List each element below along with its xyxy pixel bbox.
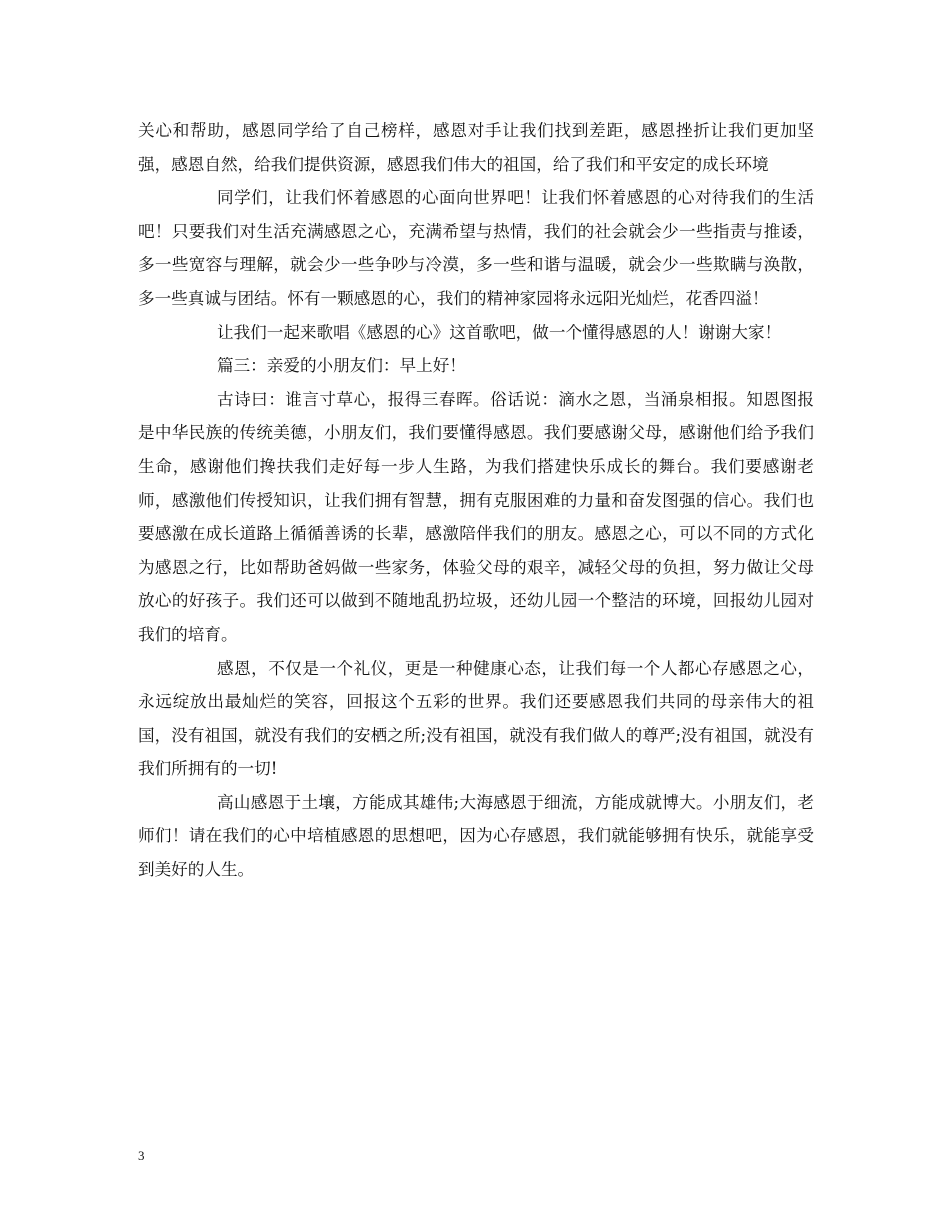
paragraph-1: 关心和帮助，感恩同学给了自己榜样，感恩对手让我们找到差距，感恩挫折让我们更加坚强，感恩自然，给我们提供资源，感恩我们伟大的祖国，给了我们和平安定的成长环境 — [138, 121, 814, 174]
paragraph-6: 高山感恩于土壤，方能成其雄伟;大海感恩于细流，方能成就博大。小朋友们，老师们！请在我们的心中培植感恩的思想吧，因为心存感恩，我们就能够拥有快乐，就能享受到美好的人生。 — [138, 792, 814, 880]
paragraph-5: 感恩，不仅是一个礼仪，更是一种健康心态，让我们每一个人都心存感恩之心，永远绽放出最灿烂的笑容，回报这个五彩的世界。我们还要感恩我们共同的母亲伟大的祖国，没有祖国，就没有我们的安栖之所;没有祖国，就没有我们做人的尊严;没有祖国，就没有我们所拥有的一切! — [138, 658, 814, 779]
section-heading: 篇三：亲爱的小朋友们：早上好！ — [217, 356, 466, 376]
document-body — [138, 114, 814, 887]
paragraph-4: 古诗曰：谁言寸草心，报得三春晖。俗话说：滴水之恩，当涌泉相报。知恩图报是中华民族的传统美德，小朋友们，我们要懂得感恩。我们要感谢父母，感谢他们给予我们生命，感谢他们搀扶我们走好每一步人生路，为我们搭建快乐成长的舞台。我们要感谢老师，感激他们传授知识，让我们拥有智慧，拥有克服困难的力量和奋发图强的信心。我们也要感激在成长道路上循循善诱的长辈，感激陪伴我们的朋友。感恩之心，可以不同的方式化为感恩之行，比如帮助爸妈做一些家务，体验父母的艰辛，减轻父母的负担，努力做让父母放心的好孩子。我们还可以做到不随地乱扔垃圾，还幼儿园一个整洁的环境，回报幼儿园对我们的培育。 — [138, 389, 814, 644]
page-number: 3 — [138, 1148, 145, 1163]
paragraph-3: 让我们一起来歌唱《感恩的心》这首歌吧，做一个懂得感恩的人！谢谢大家！ — [217, 322, 782, 342]
paragraph-2: 同学们，让我们怀着感恩的心面向世界吧！让我们怀着感恩的心对待我们的生活吧！只要我们对生活充满感恩之心，充满希望与热情，我们的社会就会少一些指责与推诿，多一些宽容与理解，就会少一些争吵与冷漠，多一些和谐与温暖，就会少一些欺瞒与涣散，多一些真诚与团结。怀有一颗感恩的心，我们的精神家园将永远阳光灿烂，花香四溢！ — [138, 188, 814, 308]
